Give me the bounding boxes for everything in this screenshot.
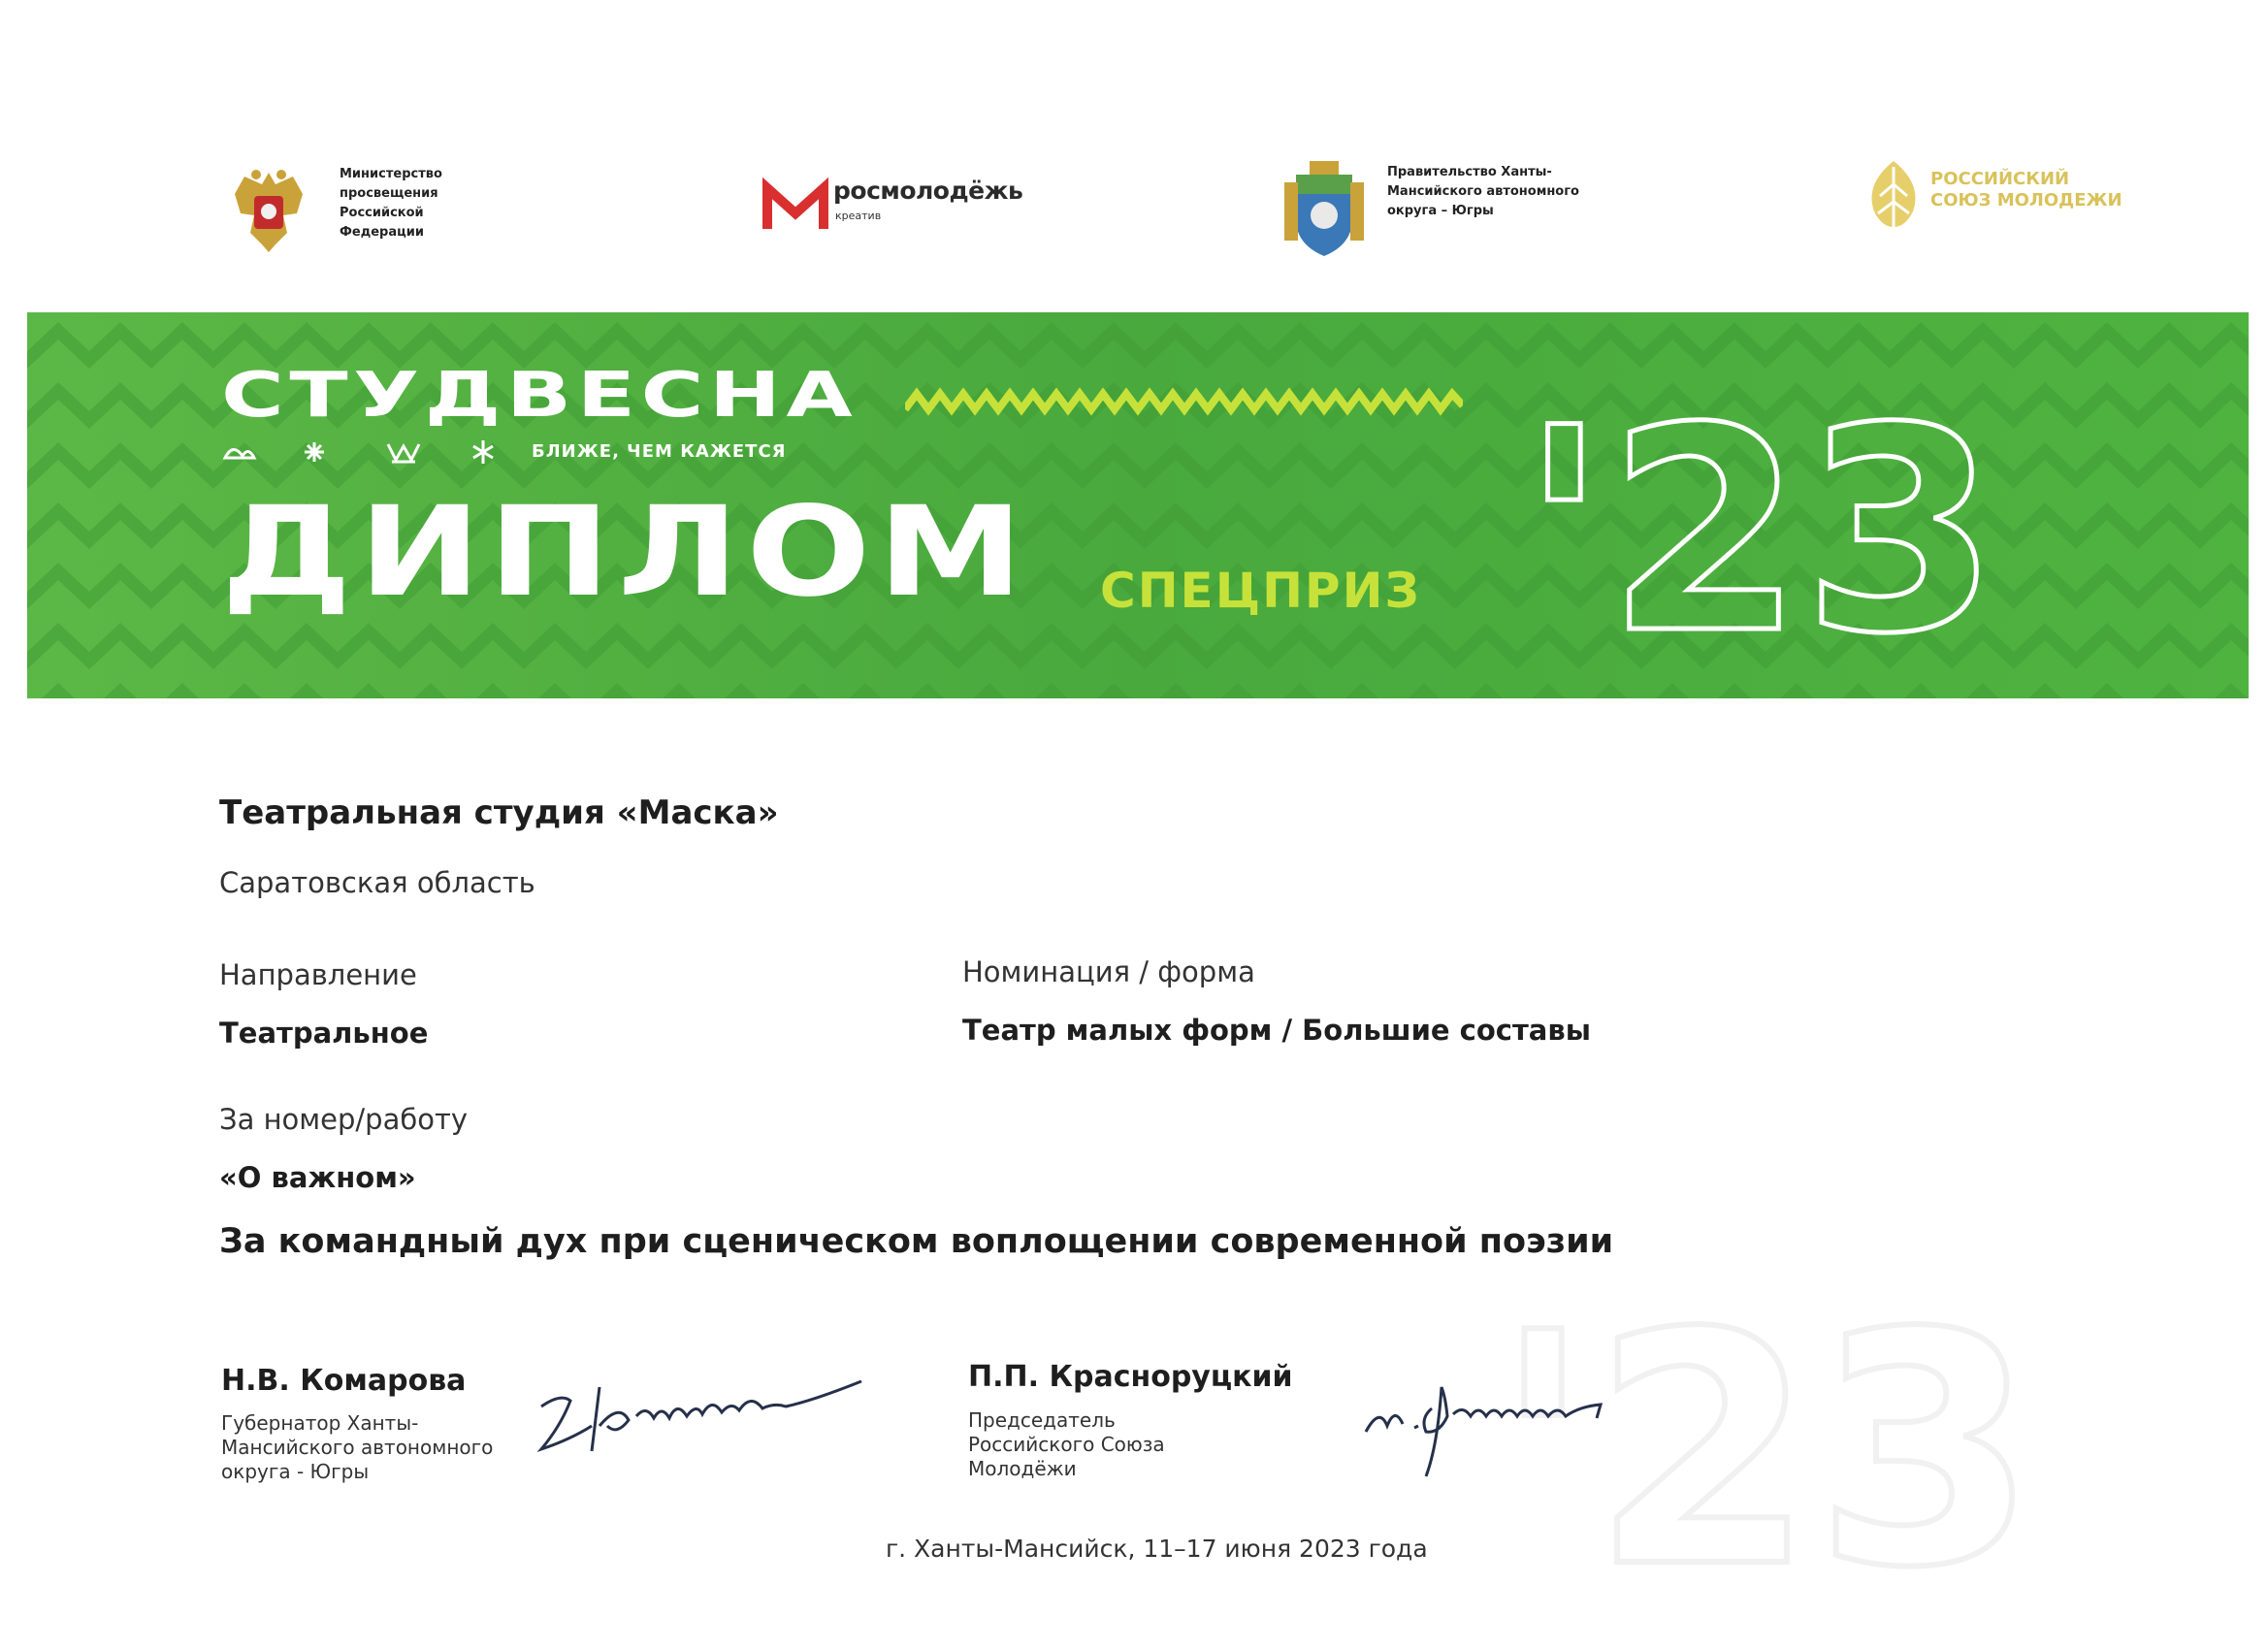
svg-text:'23: '23 [1494,1280,2038,1591]
award-motivation: За командный дух при сценическом воплощении современной поэзии [219,1222,1614,1261]
yugra-coat-of-arms-icon [1280,155,1368,262]
golden-aspen-leaf-logo-icon [1863,155,1925,242]
rsm-logo [1863,155,2122,262]
tagline: БЛИЖЕ, ЧЕМ КАЖЕТСЯ [532,441,787,462]
brand-title: СТУДВЕСНА [221,360,859,432]
government-logo [1280,155,1591,262]
nomination-value: Театр малых форм / Большие составы [962,1014,1591,1047]
rosmolodezh-name: росмолодёжь [833,177,1023,205]
year-outline [1521,400,2219,652]
rosmolodezh-sub: креатив [835,210,882,222]
ministry-name: Министерство просвещения Российской Федерации [340,167,442,240]
recipient-name: Театральная студия «Маска» [219,793,779,832]
rosmolodezh-m-logo-icon [761,175,829,242]
direction-value: Театральное [219,1017,429,1050]
work-value: «О важном» [219,1161,416,1194]
header-banner [27,312,2249,698]
year-text: '23 [1521,400,1999,652]
signatory-2-role: Председатель Российского Союза Молодёжи [968,1408,1165,1480]
double-headed-eagle-emblem-icon [215,155,322,262]
award-label: СПЕЦПРИЗ [1100,563,1421,619]
signature-1 [532,1358,881,1465]
diploma-title: ДИПЛОМ [221,480,1030,625]
festival-symbols-icon [221,435,512,468]
ministry-logo [215,155,506,262]
zigzag-ornament-icon [905,380,1463,419]
signatory-1-role: Губернатор Ханты-Мансийского автономного округа - Югры [221,1411,494,1483]
recipient-region: Саратовская область [219,866,535,899]
footer-place-date: г. Ханты-Мансийск, 11–17 июня 2023 года [886,1535,1428,1563]
signatory-2-name: П.П. Красноруцкий [968,1360,1293,1394]
government-name: Правительство Ханты-Мансийского автономного округа – Югры [1387,165,1579,218]
signature-2 [1358,1358,1639,1484]
work-label: За номер/работу [219,1103,469,1136]
direction-label: Направление [219,958,417,991]
rosmolodezh-logo [761,155,1023,262]
rsm-name: РОССИЙСКИЙ СОЮЗ МОЛОДЕЖИ [1930,169,2122,210]
nomination-label: Номинация / форма [962,955,1255,988]
signatory-1-name: Н.В. Комарова [221,1364,467,1398]
